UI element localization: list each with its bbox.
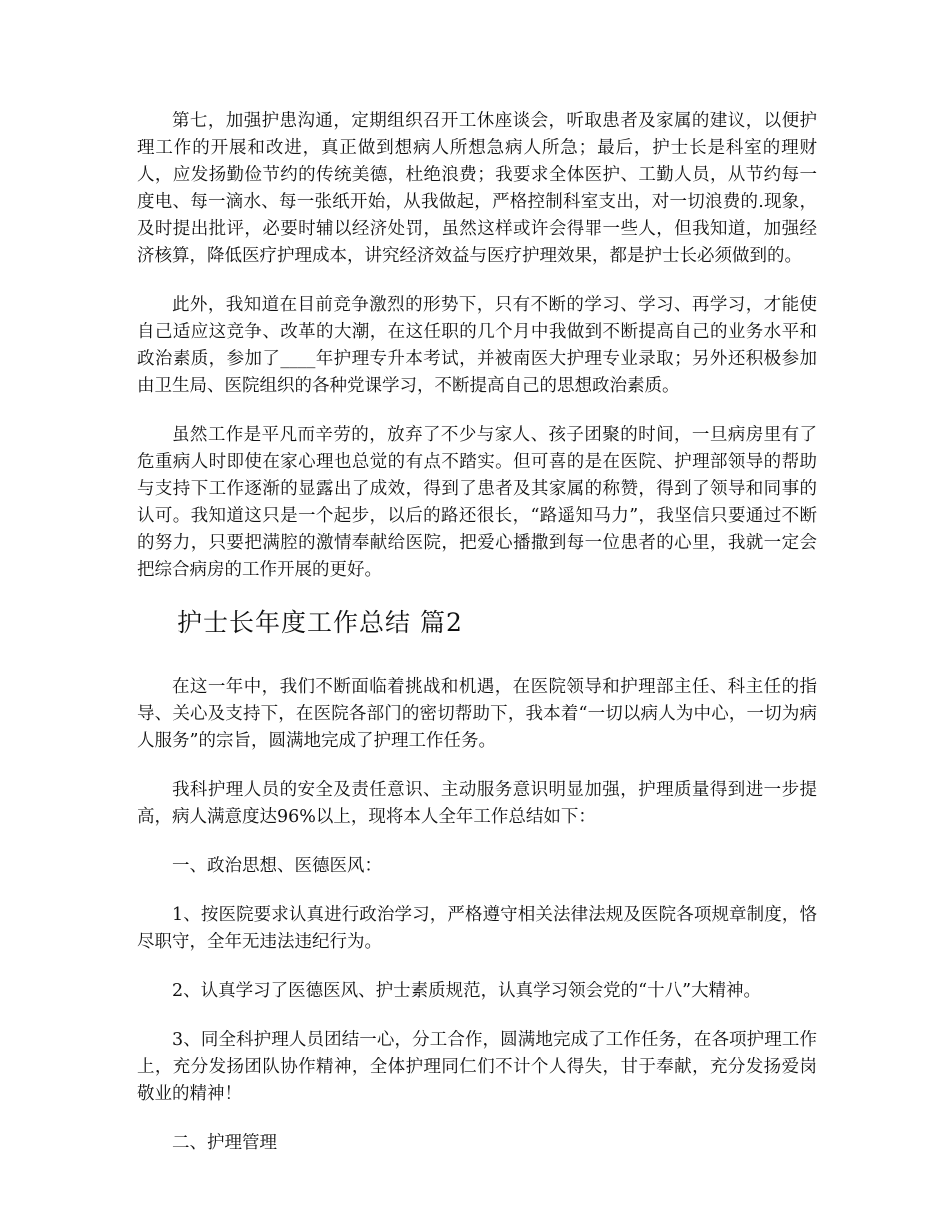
- list-item: 2、认真学习了医德医风、护士素质规范，认真学习领会党的“十八”大精神。: [172, 981, 762, 1001]
- paragraph-seventh: 第七，加强护患沟通，定期组织召开工休座谈会，听取患者及家属的建议，以便护理工作的开展和改进，真正做到想病人所想急病人所急；最后，护士长是科室的理财人，应发扬勤俭节约的传统美德，杜绝浪费；我要求全体医护、工勤人员，从节约每一度电、每一滴水、每一张纸开始，从我做起，严格控制科室支出，对一切浪费的.现象，及时提出批评，必要时辅以经济处罚，虽然这样或许会得罪一些人，但我知道，加强经济核算，降低医疗护理成本，讲究经济效益与医疗护理效果，都是护士长必须做到的。: [137, 111, 817, 266]
- section-title-politics: 一、政治思想、医德医风：: [172, 856, 382, 876]
- paragraph-work: 虽然工作是平凡而辛劳的，放弃了不少与家人、孩子团聚的时间，一旦病房里有了危重病人时即使在家心理也总觉的有点不踏实。但可喜的是在医院、护理部领导的帮助与支持下工作逐渐的显露出了成效，得到了患者及其家属的称赞，得到了领导和同事的认可。我知道这只是一个起步，以后的路还很长，“路遥知马力”，我坚信只要通过不断的努力，只要把满腔的激情奉献给医院，把爱心播撒到每一位患者的心里，我就一定会把综合病房的工作开展的更好。: [137, 425, 817, 580]
- paragraph-study: 此外，我知道在目前竞争激烈的形势下，只有不断的学习、学习、再学习，才能使自己适应这竞争、改革的大潮，在这任职的几个月中我做到不断提高自己的业务水平和政治素质，参加了____年护理专升本考试，并被南医大护理专业录取；另外还积极参加由卫生局、医院组织的各种党课学习，不断提高自己的思想政治素质。: [137, 295, 817, 396]
- document-body: [137, 108, 817, 1179]
- paragraph-summary: 我科护理人员的安全及责任意识、主动服务意识明显加强，护理质量得到进一步提高，病人满意度达96%以上，现将本人全年工作总结如下：: [137, 780, 817, 827]
- section-heading: 护士长年度工作总结 篇2: [177, 608, 463, 637]
- section-title-management: 二、护理管理: [172, 1133, 277, 1153]
- list-item: 3、同全科护理人员团结一心，分工合作，圆满地完成了工作任务，在各项护理工作上，充分发扬团队协作精神，全体护理同仁们不计个人得失，甘于奉献，充分发扬爱岗敬业的精神！: [137, 1030, 817, 1104]
- list-item: 1、按医院要求认真进行政治学习，严格遵守相关法律法规及医院各项规章制度，恪尽职守，全年无违法违纪行为。: [137, 905, 817, 952]
- paragraph-intro: 在这一年中，我们不断面临着挑战和机遇，在医院领导和护理部主任、科主任的指导、关心及支持下，在医院各部门的密切帮助下，我本着“一切以病人为中心，一切为病人服务”的宗旨，圆满地完成了护理工作任务。: [137, 677, 817, 751]
